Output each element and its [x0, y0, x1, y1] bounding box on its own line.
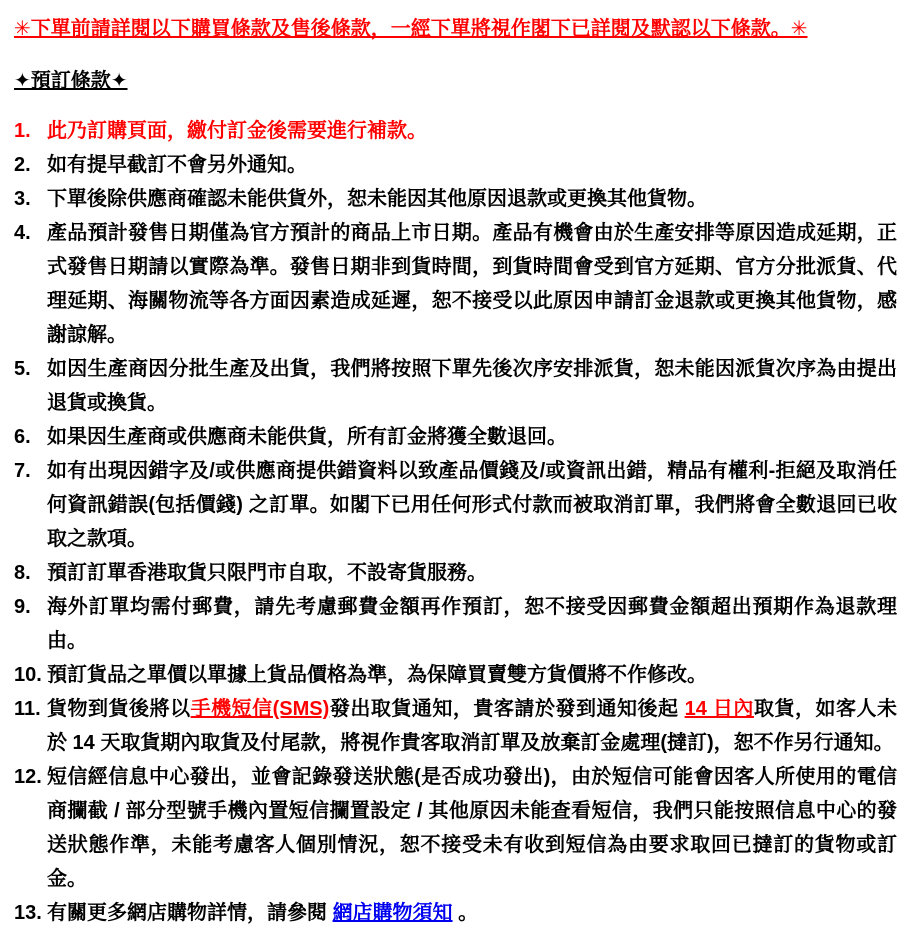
term-number: 4.: [14, 222, 31, 244]
term-segment: 短信經信息中心發出，並會記錄發送狀態(是否成功發出)，由於短信可能會因客人所使用的電信商攔截 / 部分型號手機內置短信攔置設定 / 其他原因未能查看短信，我們只能按照信息中心的發送狀態作準，未能考慮客人個別情況，恕不接受未有收到短信為由要求取回已撻訂的貨物或訂金。: [47, 766, 897, 890]
term-number: 7.: [14, 460, 31, 482]
term-number: 5.: [14, 358, 31, 380]
term-item: [14, 590, 897, 658]
term-number: 3.: [14, 188, 31, 210]
term-item: [14, 556, 897, 590]
term-segment: 如果因生產商或供應商未能供貨，所有訂金將獲全數退回。: [47, 426, 567, 448]
term-text: [47, 216, 897, 352]
term-segment: 海外訂單均需付郵費，請先考慮郵費金額再作預訂，恕不接受因郵費金額超出預期作為退款理由。: [47, 596, 897, 652]
term-segment: 如有提早截訂不會另外通知。: [47, 154, 307, 176]
term-text: [47, 148, 897, 182]
term-segment: 如因生產商因分批生產及出貨，我們將按照下單先後次序安排派貨，恕未能因派貨次序為由提出退貨或換貨。: [47, 358, 897, 414]
term-segment: 有關更多網店購物詳情，請參閱: [47, 902, 333, 924]
term-segment: 。: [452, 902, 479, 924]
term-number: 9.: [14, 596, 31, 618]
term-text: [47, 352, 897, 420]
term-number: 1.: [14, 120, 31, 142]
term-item: [14, 148, 897, 182]
term-item: [14, 216, 897, 352]
terms-list: [14, 114, 897, 930]
term-number: 8.: [14, 562, 31, 584]
term-number: 13.: [14, 902, 42, 924]
term-text: [47, 556, 897, 590]
term-segment: 此乃訂購頁面，繳付訂金後需要進行補款。: [47, 120, 427, 142]
term-text: [47, 454, 897, 556]
term-item: [14, 420, 897, 454]
section-title-preorder-terms: ✦預訂條款✦: [14, 70, 128, 92]
term-item: [14, 760, 897, 896]
term-segment: 預訂貨品之單價以單據上貨品價格為準，為保障買賣雙方貨價將不作修改。: [47, 664, 707, 686]
term-item: [14, 114, 897, 148]
term-segment: 貨物到貨後將以: [47, 698, 191, 720]
term-text: [47, 760, 897, 896]
term-item: [14, 896, 897, 930]
term-text: [47, 590, 897, 658]
term-text: [47, 182, 897, 216]
purchase-notice-header: ✳下單前請詳閱以下購買條款及售後條款，一經下單將視作閣下已詳閱及默認以下條款。✳: [14, 18, 808, 40]
term-number: 11.: [14, 698, 41, 720]
term-segment: 預訂訂單香港取貨只限門市自取，不設寄貨服務。: [47, 562, 487, 584]
term-item: [14, 454, 897, 556]
term-number: 6.: [14, 426, 31, 448]
term-number: 12.: [14, 766, 42, 788]
highlighted-term-text: 14 日內: [684, 698, 754, 720]
term-item: [14, 182, 897, 216]
shop-guide-link[interactable]: 網店購物須知: [332, 902, 453, 924]
term-number: 10.: [14, 664, 42, 686]
term-segment: 下單後除供應商確認未能供貨外，恕未能因其他原因退款或更換其他貨物。: [47, 188, 707, 210]
term-number: 2.: [14, 154, 31, 176]
term-segment: 取貨，如客人未於 14 天取貨期內取貨及付尾款，將視作貴客取消訂單及放棄訂金處理(撻訂)，恕不作另行通知。: [47, 698, 898, 754]
term-segment: 發出取貨通知，貴客請於發到通知後起: [329, 698, 685, 720]
highlighted-term-text: 手機短信(SMS): [190, 698, 330, 720]
term-text: [47, 692, 897, 760]
term-item: [14, 658, 897, 692]
term-text: [47, 114, 897, 148]
term-text: [47, 658, 897, 692]
term-text: [47, 896, 897, 930]
term-text: [47, 420, 897, 454]
term-segment: 產品預計發售日期僅為官方預計的商品上市日期。產品有機會由於生產安排等原因造成延期，正式發售日期請以實際為準。發售日期非到貨時間，到貨時間會受到官方延期、官方分批派貨、代理延期、海關物流等各方面因素造成延遲，恕不接受以此原因申請訂金退款或更換其他貨物，感謝諒解。: [47, 222, 897, 346]
term-item: [14, 692, 897, 760]
term-item: [14, 352, 897, 420]
term-segment: 如有出現因錯字及/或供應商提供錯資料以致產品價錢及/或資訊出錯，精品有權利-拒絕及取消任何資訊錯誤(包括價錢) 之訂單。如閣下已用任何形式付款而被取消訂單，我們將會全數退回已收取之款項。: [47, 460, 897, 550]
